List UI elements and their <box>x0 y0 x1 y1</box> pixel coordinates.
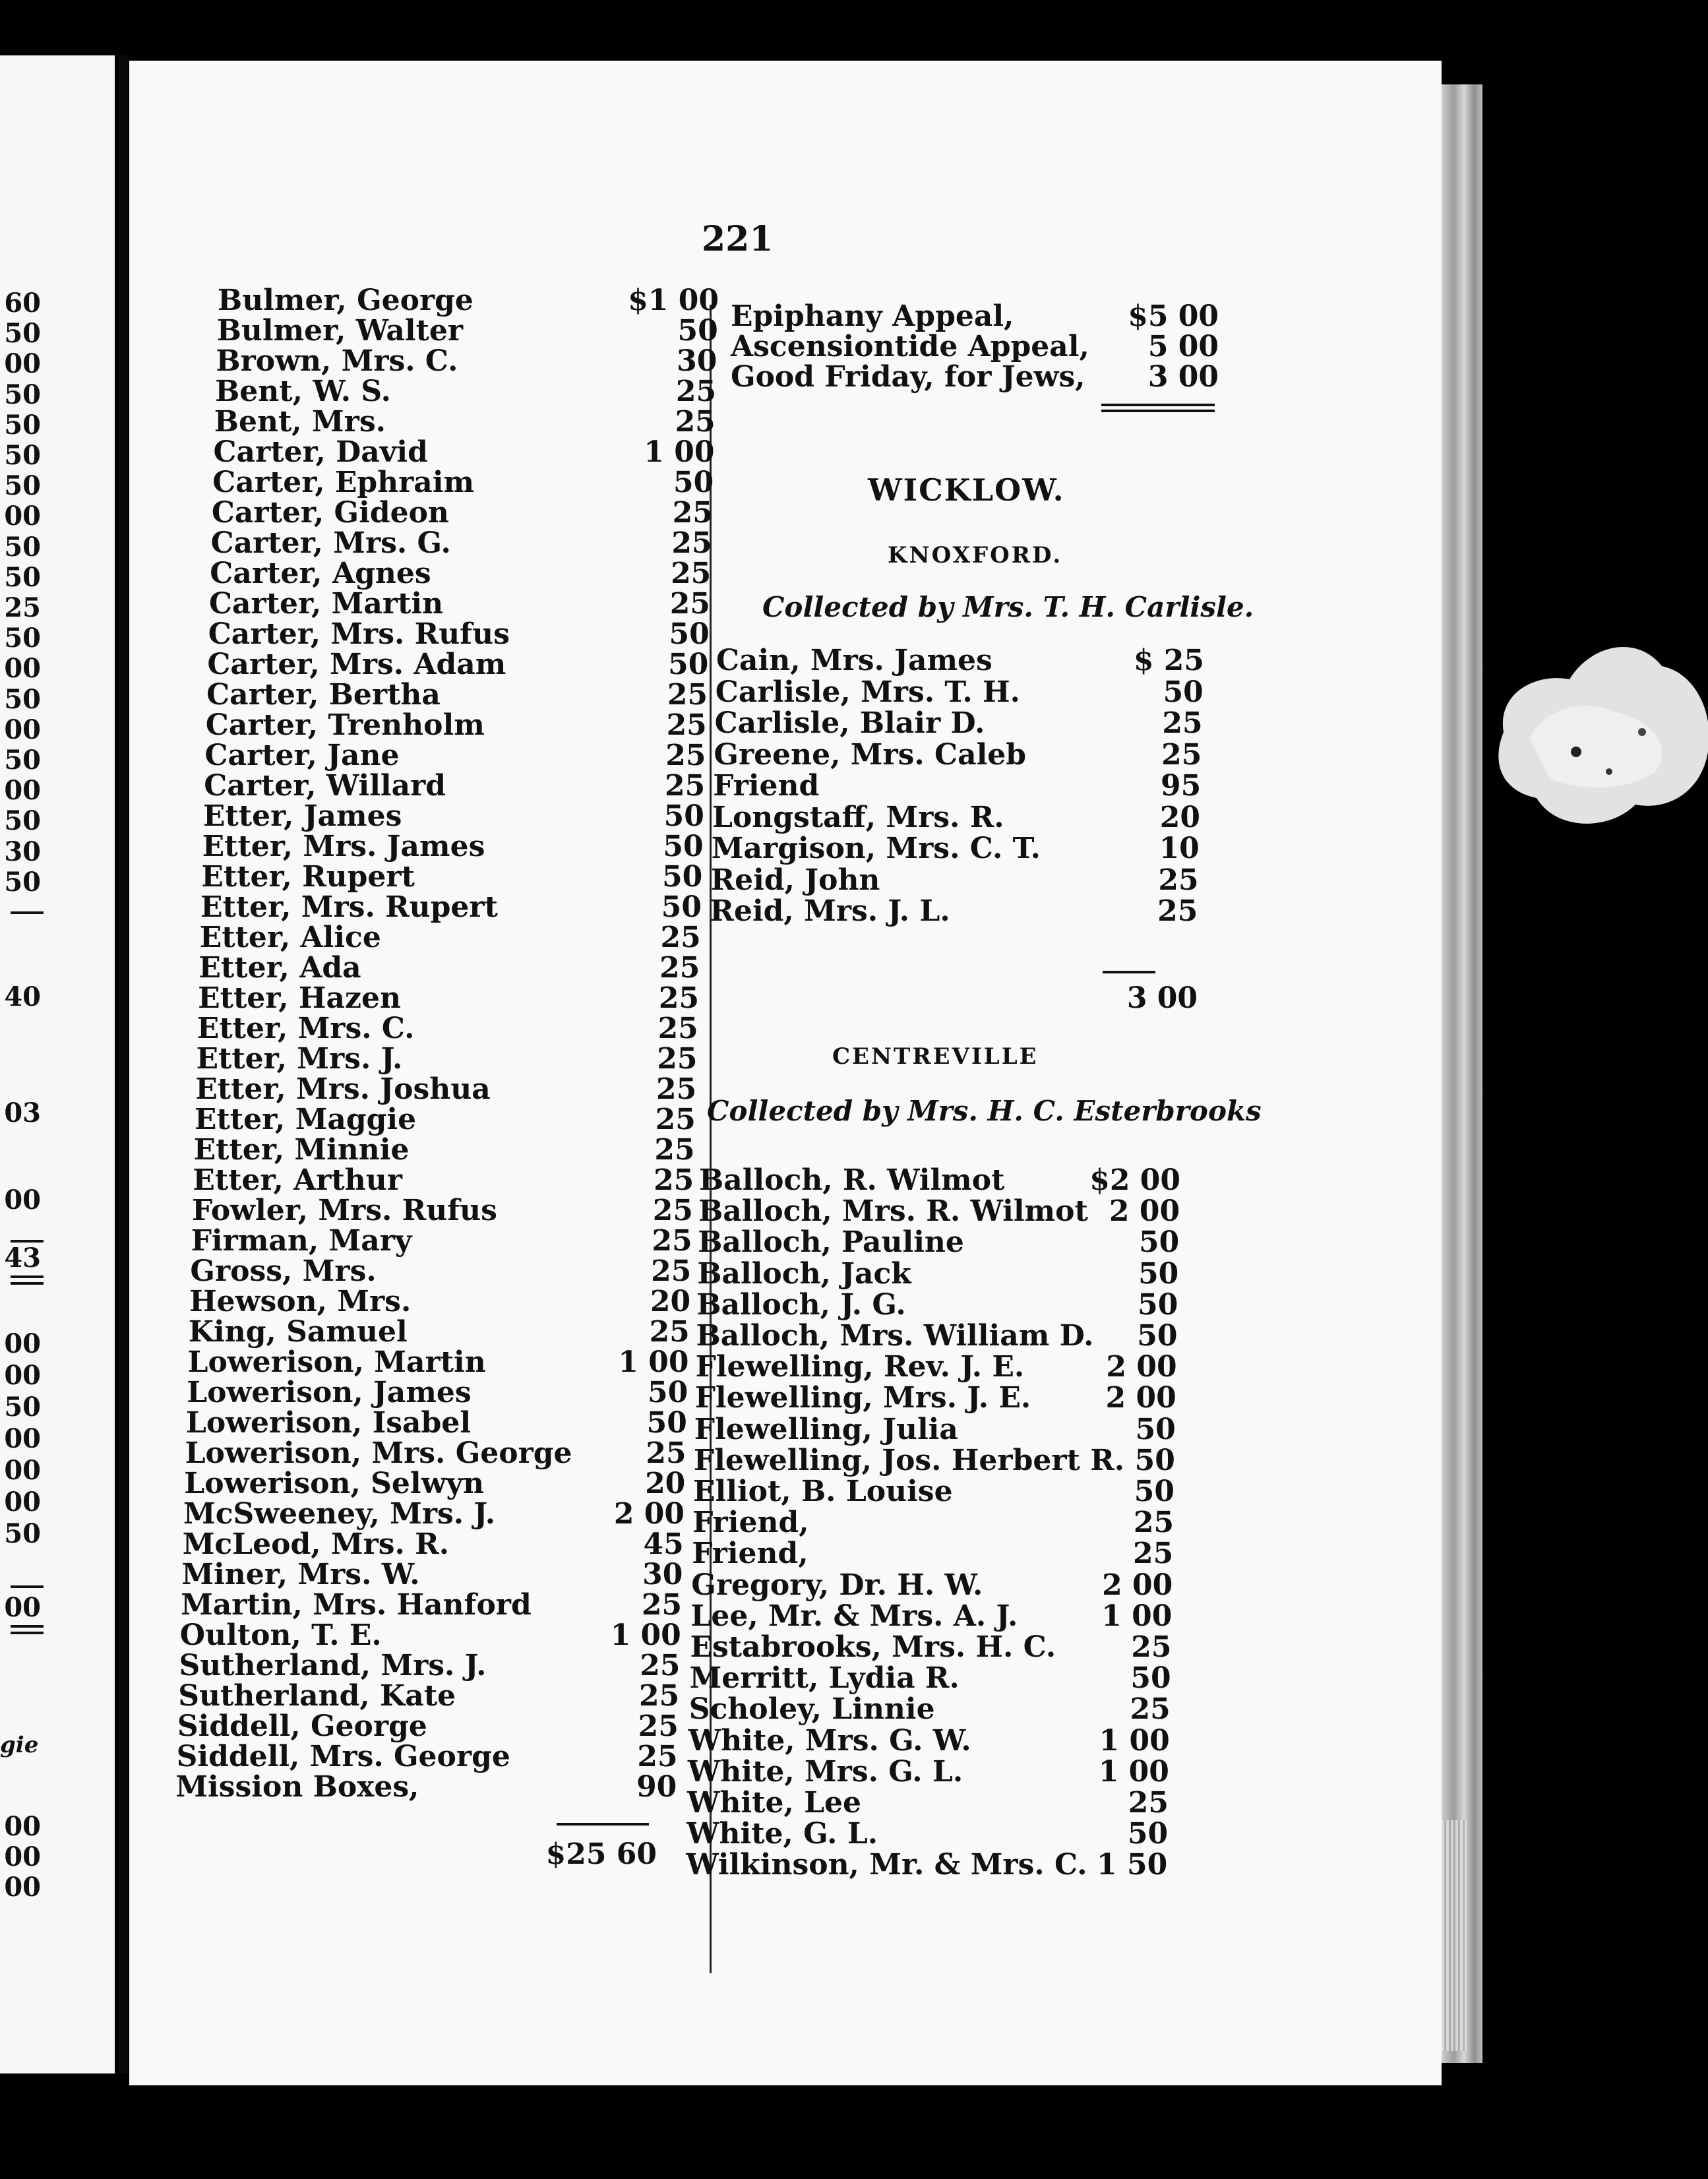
left-column-total: $25 60 <box>545 1837 657 1871</box>
entry-name: Friend <box>713 769 820 803</box>
entry-name: Ascensiontide Appeal, <box>731 330 1089 363</box>
entry-name: Etter, Maggie <box>194 1103 417 1136</box>
entry-amount: 50 <box>647 1376 688 1409</box>
left-page-rule <box>11 1282 44 1285</box>
entry-name: Carter, Mrs. G. <box>210 526 451 560</box>
entry-name: Carter, Ephraim <box>212 466 475 499</box>
left-page-amount: 00 <box>4 775 41 807</box>
entry-amount: 1 00 <box>644 435 715 469</box>
left-page-amount: 50 <box>4 1392 41 1423</box>
entry-amount: 50 <box>1135 1412 1176 1446</box>
left-page-rule <box>11 1632 44 1634</box>
knoxford-total: 3 00 <box>1126 981 1198 1015</box>
entry-amount: 50 <box>646 1406 687 1440</box>
entry-amount: 25 <box>672 496 713 530</box>
entry-amount: 50 <box>663 799 704 833</box>
left-page-amount: 00 <box>4 714 41 745</box>
entry-amount: 50 <box>663 830 704 863</box>
entry-name: Oulton, T. E. <box>179 1618 382 1652</box>
entry-amount: 25 <box>1162 706 1203 740</box>
entry-name: Merritt, Lydia R. <box>689 1661 960 1696</box>
entry-amount: 95 <box>1160 769 1202 803</box>
entry-name: Carter, David <box>213 435 428 469</box>
entry-name: Flewelling, Rev. J. E. <box>695 1350 1025 1384</box>
left-page-amount: 50 <box>4 623 41 654</box>
entry-name: Carter, Agnes <box>210 557 431 590</box>
entry-name: White, Mrs. G. L. <box>687 1754 963 1789</box>
entry-amount: 90 <box>636 1770 677 1804</box>
page-block-edge <box>1442 84 1482 2063</box>
entry-name: Wilkinson, Mr. & Mrs. C. <box>686 1848 1087 1882</box>
entry-name: Miner, Mrs. W. <box>181 1558 420 1591</box>
entry-amount: 20 <box>645 1467 686 1500</box>
left-page-amount: 25 <box>4 592 41 623</box>
entry-amount: 50 <box>1127 1817 1169 1851</box>
entry-amount: 50 <box>1163 675 1204 709</box>
entry-amount: 25 <box>1157 894 1198 928</box>
entry-name: Greene, Mrs. Caleb <box>714 737 1027 772</box>
entry-name: Gross, Mrs. <box>190 1254 377 1288</box>
entry-name: Balloch, Mrs. R. Wilmot <box>698 1194 1088 1229</box>
entry-amount: 1 00 <box>1101 1599 1173 1633</box>
left-page-amount: 03 <box>4 1097 41 1128</box>
document-page <box>129 61 1442 2085</box>
left-page-amount: 60 <box>4 288 41 319</box>
entry-amount: 25 <box>646 1436 686 1470</box>
entry-name: Sutherland, Mrs. J. <box>179 1649 487 1682</box>
left-page-amount: 50 <box>4 409 41 441</box>
entry-name: Brown, Mrs. C. <box>216 344 458 378</box>
left-page-amount: 00 <box>4 1423 41 1454</box>
entry-amount: 50 <box>1134 1475 1174 1508</box>
entry-name: Etter, Mrs. James <box>202 830 485 863</box>
entry-amount: 25 <box>1128 1786 1169 1820</box>
county-heading: WICKLOW. <box>868 472 1065 508</box>
left-page-amount: 50 <box>4 683 41 715</box>
entry-name: Carter, Willard <box>204 769 446 803</box>
entry-amount: 25 <box>666 708 707 742</box>
entry-name: Flewelling, Mrs. J. E. <box>694 1381 1031 1415</box>
entry-amount: 1 00 <box>610 1618 681 1652</box>
entry-amount: 1 00 <box>618 1345 689 1379</box>
entry-amount: 25 <box>638 1709 679 1743</box>
entry-name: Good Friday, for Jews, <box>731 360 1085 394</box>
left-page-amount: 50 <box>4 531 41 563</box>
entry-amount: 50 <box>669 617 710 651</box>
page-number: 221 <box>702 219 774 259</box>
left-page-rule <box>11 911 44 914</box>
entry-name: Elliot, B. Louise <box>693 1475 953 1508</box>
entry-amount: 20 <box>1159 800 1200 834</box>
entry-amount: 25 <box>637 1740 678 1773</box>
left-page-amount: 00 <box>4 1811 41 1842</box>
page-gutter <box>119 55 128 2073</box>
entry-amount: 2 00 <box>1109 1194 1180 1229</box>
entry-name: Lowerison, Martin <box>187 1345 486 1379</box>
entry-name: Balloch, Jack <box>697 1256 911 1291</box>
entry-name: Balloch, J. G. <box>696 1287 906 1322</box>
entry-amount: $2 00 <box>1089 1163 1180 1197</box>
entry-amount: 25 <box>640 1649 681 1682</box>
entry-name: McLeod, Mrs. R. <box>182 1527 450 1561</box>
left-page-amount: 50 <box>4 745 41 776</box>
entry-name: Carter, Gideon <box>211 496 449 530</box>
left-page-amount: 00 <box>4 1872 41 1903</box>
entry-name: Carter, Mrs. Rufus <box>208 617 510 651</box>
entry-name: Friend, <box>692 1506 809 1540</box>
entry-name: Hewson, Mrs. <box>189 1285 412 1318</box>
entry-amount: 25 <box>638 1679 680 1713</box>
entry-amount: 1 00 <box>1098 1754 1169 1789</box>
entry-name: Bulmer, Walter <box>216 314 464 348</box>
entry-amount: 2 00 <box>1105 1381 1176 1415</box>
left-page-amount: 50 <box>4 1518 41 1549</box>
entry-amount: 50 <box>1134 1443 1175 1477</box>
entry-amount: 3 00 <box>1147 360 1219 394</box>
entry-name: Carter, Mrs. Adam <box>207 648 506 681</box>
entry-name: Estabrooks, Mrs. H. C. <box>690 1630 1056 1664</box>
entry-name: Carter, Martin <box>209 587 444 621</box>
entry-name: Bent, Mrs. <box>214 405 386 439</box>
entry-name: Etter, Alice <box>199 921 381 954</box>
left-page-amount: 50 <box>4 379 41 410</box>
entry-name: Fowler, Mrs. Rufus <box>192 1194 497 1227</box>
entry-amount: 50 <box>668 648 709 681</box>
entry-name: White, Mrs. G. W. <box>688 1723 971 1758</box>
entry-amount: 25 <box>1130 1692 1171 1727</box>
entry-name: Margison, Mrs. C. T. <box>711 832 1041 865</box>
entry-name: Lowerison, Selwyn <box>184 1467 485 1500</box>
entry-name: Etter, James <box>202 799 402 833</box>
entry-name: McSweeney, Mrs. J. <box>183 1497 496 1531</box>
left-page-amount: 00 <box>4 1184 41 1215</box>
entry-name: Siddell, Mrs. George <box>176 1740 510 1773</box>
page-block-edge <box>1442 1820 1468 2051</box>
entry-amount: 25 <box>659 951 700 985</box>
entry-name: Flewelling, Julia <box>694 1412 958 1446</box>
entry-amount: 25 <box>675 405 716 439</box>
entry-name: Friend, <box>692 1537 808 1571</box>
entry-amount: 25 <box>1132 1537 1174 1571</box>
entry-amount: 10 <box>1159 832 1200 865</box>
entry-name: Bent, W. S. <box>215 375 391 408</box>
left-page-amount: 00 <box>4 1487 41 1518</box>
paper-tear-stain <box>1477 594 1708 871</box>
left-page-amount: 00 <box>4 348 41 380</box>
entry-amount: 25 <box>658 981 700 1015</box>
collector-line-knoxford: Collected by Mrs. T. H. Carlisle. <box>762 591 1254 623</box>
entry-name: Mission Boxes, <box>175 1770 419 1804</box>
entry-amount: 50 <box>1137 1319 1178 1353</box>
entry-amount: 45 <box>643 1527 684 1561</box>
entry-name: Lowerison, Mrs. George <box>185 1436 572 1470</box>
entry-name: Etter, Minnie <box>193 1133 410 1167</box>
entry-amount: 1 50 <box>1097 1848 1168 1882</box>
entry-amount: 2 00 <box>613 1497 685 1531</box>
section-heading-centreville: CENTREVILLE <box>832 1043 1039 1070</box>
entry-amount: 25 <box>657 1042 698 1076</box>
entry-amount: $1 00 <box>628 284 719 317</box>
left-page-amount: 00 <box>4 1328 41 1359</box>
entry-name: Etter, Rupert <box>201 860 415 894</box>
entry-name: Etter, Ada <box>198 951 361 985</box>
entry-amount: 25 <box>651 1254 692 1288</box>
entry-amount: 5 00 <box>1147 330 1219 363</box>
entry-name: White, G. L. <box>686 1817 878 1851</box>
entry-amount: 25 <box>652 1194 693 1227</box>
entry-amount: 50 <box>1130 1661 1171 1696</box>
section-heading-knoxford: KNOXFORD. <box>888 542 1063 568</box>
entry-name: Firman, Mary <box>191 1224 412 1258</box>
entry-amount: $5 00 <box>1128 299 1219 333</box>
left-page-amount: 50 <box>4 470 41 502</box>
collector-line-centreville: Collected by Mrs. H. C. Esterbrooks <box>707 1095 1262 1127</box>
entry-amount: 25 <box>671 557 712 590</box>
entry-name: Lowerison, Isabel <box>185 1406 472 1440</box>
entry-name: Balloch, R. Wilmot <box>699 1163 1005 1197</box>
appeals-total-rule <box>1101 404 1215 412</box>
entry-amount: 25 <box>667 678 708 712</box>
left-page-rule <box>11 1275 44 1278</box>
left-page-partial-text: gie <box>0 1732 39 1758</box>
left-page-amount: 43 <box>4 1243 41 1274</box>
entry-amount: 25 <box>660 921 701 954</box>
entry-name: Cain, Mrs. James <box>716 644 992 677</box>
entry-amount: 25 <box>654 1133 695 1167</box>
entry-amount: 25 <box>652 1224 692 1258</box>
entry-amount: 50 <box>1138 1256 1179 1291</box>
entry-name: King, Samuel <box>188 1315 408 1349</box>
left-page-amount: 50 <box>4 805 41 837</box>
entry-name: Sutherland, Kate <box>178 1679 456 1713</box>
entry-name: Gregory, Dr. H. W. <box>691 1568 983 1602</box>
entry-amount: 25 <box>665 739 706 772</box>
entry-name: White, Lee <box>687 1786 861 1820</box>
left-page-subtotal: 40 <box>4 981 41 1012</box>
entry-amount: 25 <box>1161 737 1202 772</box>
entry-amount: 25 <box>1133 1506 1174 1540</box>
left-page-amount: 50 <box>4 866 41 898</box>
entry-amount: 50 <box>661 890 702 924</box>
entry-name: Reid, Mrs. J. L. <box>710 894 950 928</box>
entry-name: Carter, Trenholm <box>205 708 485 742</box>
entry-name: Scholey, Linnie <box>688 1692 935 1727</box>
left-page-amount: 00 <box>4 1455 41 1486</box>
entry-amount: 20 <box>650 1285 691 1318</box>
left-page-amount: 50 <box>4 440 41 471</box>
entry-amount: 2 00 <box>1106 1350 1177 1384</box>
left-page-amount: 30 <box>4 836 41 867</box>
entry-amount: 2 00 <box>1102 1568 1173 1602</box>
entry-amount: 50 <box>1138 1225 1180 1260</box>
left-page-rule <box>11 1585 44 1588</box>
entry-name: Etter, Hazen <box>198 981 401 1015</box>
left-page-amount: 50 <box>4 561 41 593</box>
entry-amount: $ 25 <box>1133 644 1204 677</box>
entry-name: Reid, John <box>710 863 880 897</box>
entry-amount: 50 <box>1138 1287 1178 1322</box>
entry-name: Bulmer, George <box>218 284 473 317</box>
left-page-amount: 00 <box>4 1841 41 1872</box>
entry-amount: 25 <box>675 375 717 408</box>
entry-name: Etter, Mrs. J. <box>196 1042 403 1076</box>
entry-name: Etter, Mrs. Rupert <box>200 890 498 924</box>
left-page-fragment <box>0 55 115 2073</box>
entry-name: Carlisle, Blair D. <box>714 706 985 740</box>
entry-amount: 25 <box>654 1163 694 1197</box>
left-page-amount: 00 <box>4 1360 41 1391</box>
entry-amount: 50 <box>662 860 703 894</box>
left-page-rule <box>11 1625 44 1628</box>
entry-name: Lee, Mr. & Mrs. A. J. <box>690 1599 1018 1633</box>
entry-name: Balloch, Mrs. William D. <box>696 1319 1094 1353</box>
left-page-amount: 50 <box>4 318 41 350</box>
entry-amount: 25 <box>656 1072 697 1106</box>
entry-amount: 50 <box>673 466 714 499</box>
entry-name: Epiphany Appeal, <box>731 299 1014 333</box>
entry-amount: 25 <box>1158 863 1199 897</box>
entry-name: Etter, Mrs. C. <box>197 1012 415 1045</box>
left-page-amount: 00 <box>4 653 41 685</box>
entry-name: Etter, Arthur <box>193 1163 402 1197</box>
entry-amount: 25 <box>664 769 706 803</box>
entry-amount: 25 <box>657 1012 698 1045</box>
entry-name: Longstaff, Mrs. R. <box>712 800 1004 834</box>
entry-name: Carter, Bertha <box>206 678 441 712</box>
entry-amount: 30 <box>642 1558 683 1591</box>
entry-amount: 25 <box>671 526 712 560</box>
entry-name: Flewelling, Jos. Herbert R. <box>693 1443 1125 1477</box>
entry-amount: 25 <box>641 1588 683 1622</box>
entry-amount: 25 <box>669 587 710 621</box>
entry-name: Lowerison, James <box>187 1376 472 1409</box>
knoxford-total-rule <box>1103 971 1155 973</box>
entry-name: Martin, Mrs. Hanford <box>181 1588 532 1622</box>
total-rule <box>557 1823 649 1826</box>
entry-name: Etter, Mrs. Joshua <box>195 1072 491 1106</box>
entry-name: Carlisle, Mrs. T. H. <box>715 675 1020 709</box>
entry-name: Siddell, George <box>177 1709 427 1743</box>
entry-name: Balloch, Pauline <box>698 1225 964 1260</box>
left-page-amount: 00 <box>4 501 41 532</box>
entry-amount: 25 <box>649 1315 690 1349</box>
entry-amount: 50 <box>677 314 718 348</box>
entry-amount: 1 00 <box>1099 1723 1170 1758</box>
entry-amount: 25 <box>655 1103 696 1136</box>
entry-amount: 30 <box>677 344 717 378</box>
entry-amount: 25 <box>1131 1630 1172 1664</box>
left-page-amount: 00 <box>4 1592 41 1623</box>
entry-name: Carter, Jane <box>204 739 400 772</box>
